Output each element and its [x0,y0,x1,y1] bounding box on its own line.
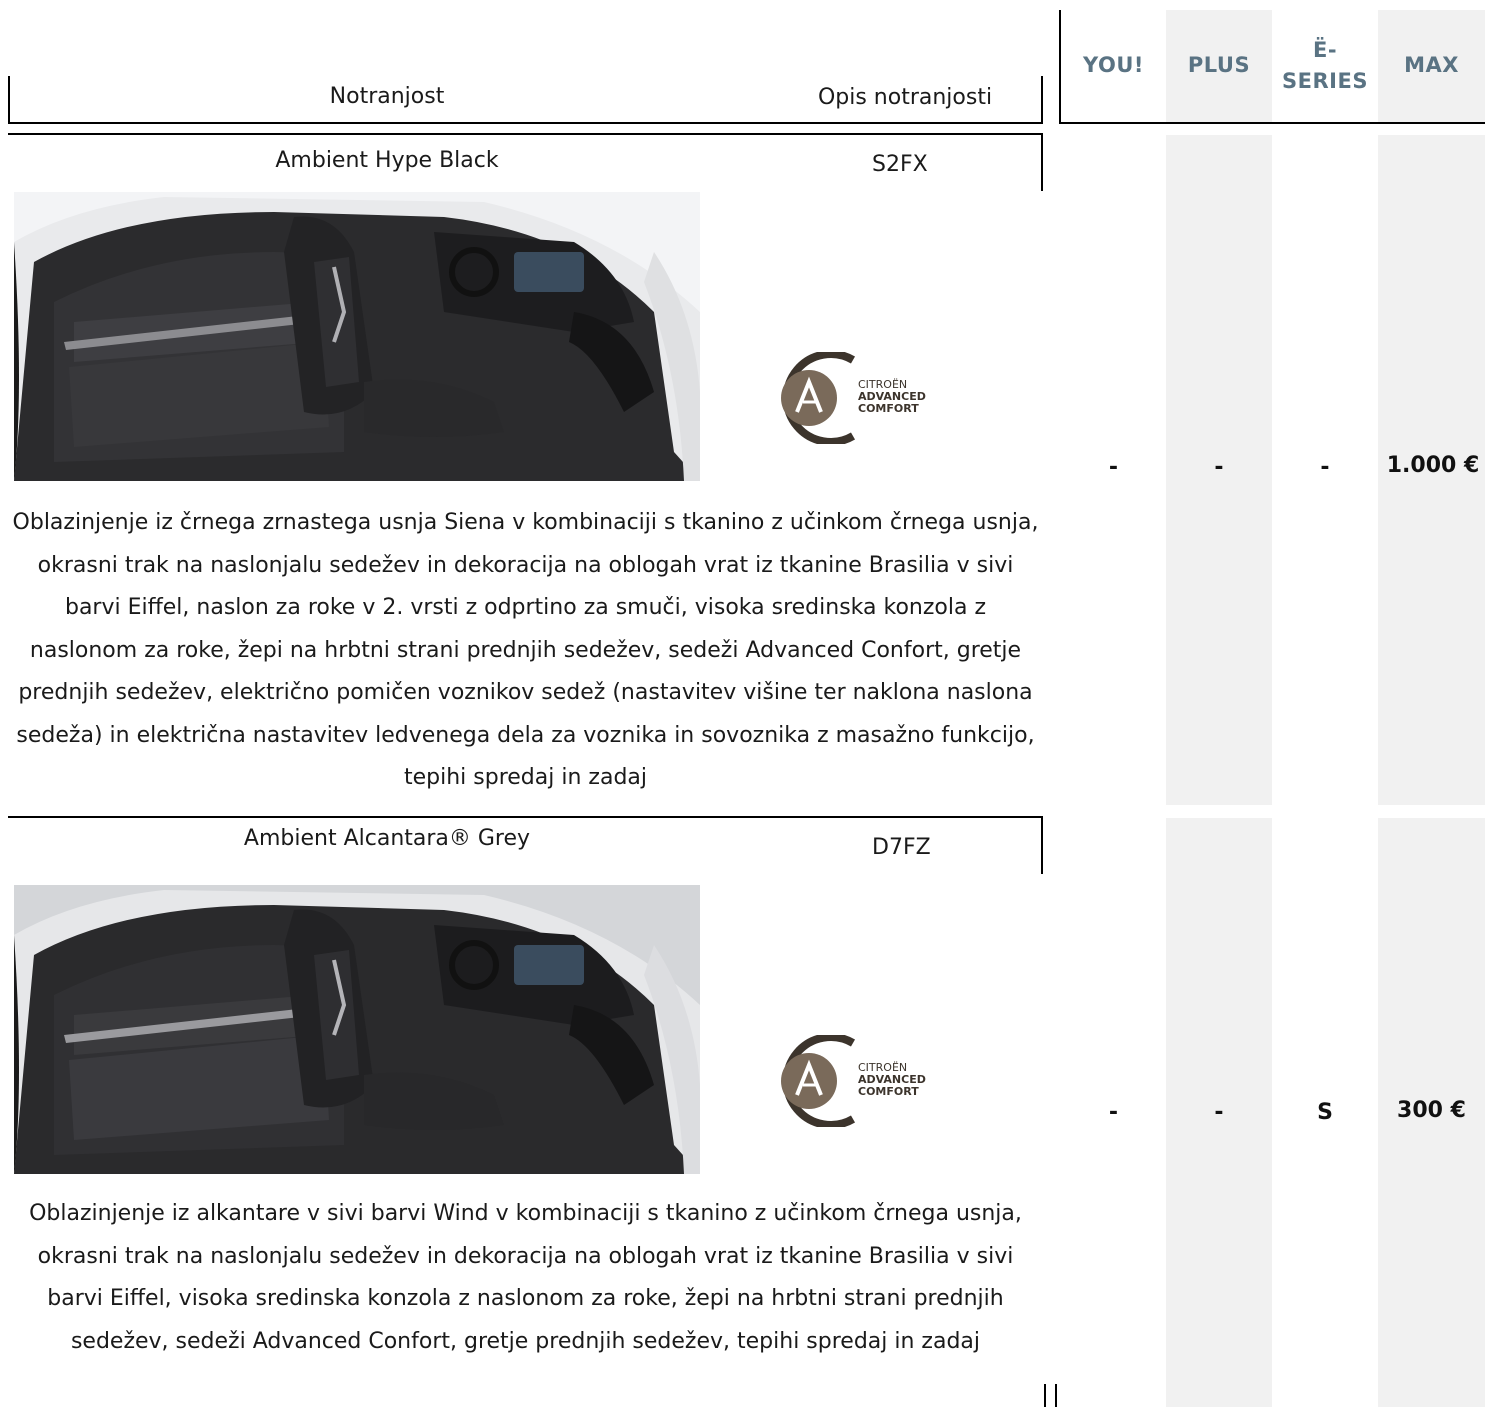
row2-advanced-comfort-logo [765,1035,945,1127]
trim-header-max: MAX [1404,53,1459,78]
row2-code: D7FZ [872,835,931,860]
row1-advanced-comfort-logo [765,352,945,444]
header-right-border [1041,76,1043,124]
row2-interior-photo [14,885,700,1174]
row1-value-plus: - [1214,455,1224,480]
row2-interior-name: Ambient Alcantara® Grey [243,826,531,851]
row2-description: Oblazinjenje iz alkantare v sivi barvi Wind v kombinaciji s tkanino z učinkom črnega usnja, okrasni trak na naslonjalu sedežev in dekoracija na oblogah vrat iz tkanine Brasilia v sivi barvi Eiffel, visoka sredinska konzola z naslonom za roke, žepi na hrbtni strani prednjih sedežev, sedeži Advanced Confort, gretje prednjih sedežev, tepihi spredaj in zadaj [29,1201,1022,1354]
row1-top-border [8,133,1043,135]
row1-logo-line1: ADVANCED [858,390,926,403]
row2-value-plus: - [1214,1100,1224,1125]
row1-logo-brand: CITROËN [858,378,908,391]
row1-right-border [1041,133,1043,191]
row1-description: Oblazinjenje iz črnega zrnastega usnja Siena v kombinaciji s tkanino z učinkom črnega usnja, okrasni trak na naslonjalu sedežev in dekoracija na oblogah vrat iz tkanine Brasilia v sivi barvi Eiffel, naslon za roke v 2. vrsti z odprtino za smuči, visoka sredinska konzola z naslonom za roke, žepi na hrbtni strani prednjih sedežev, sedeži Advanced Confort, gretje prednjih sedežev, električno pomičen voznikov sedež (nastavitev višine ter naklona naslona sedeža) in električna nastavitev ledvenega dela za voznika in sovoznika z masažno funkcijo, tepihi spredaj in zadaj [12,510,1039,790]
trim-header-you: YOU! [1083,53,1144,78]
row1-interior-name: Ambient Hype Black [275,148,499,173]
trim-header-bottom-border [1059,122,1485,124]
header-interior: Notranjost [329,84,445,109]
row1-code: S2FX [872,152,928,177]
row2-logo-line1: ADVANCED [858,1073,926,1086]
header-description: Opis notranjosti [817,85,993,110]
row1-value-e-series: - [1320,455,1330,480]
row2-logo-brand: CITROËN [858,1061,908,1074]
row2-top-border [8,816,1043,818]
row2-value-max: 300 € [1397,1098,1466,1123]
row2-bottom-marker-left [1044,1384,1046,1407]
row2-value-you: - [1108,1100,1119,1125]
row1-value-max: 1.000 € [1386,453,1480,478]
row2-value-e-series: S [1317,1100,1333,1125]
header-left-border [8,76,10,124]
row1-value-you: - [1108,455,1119,480]
row2-logo-line2: COMFORT [858,1085,919,1098]
trim-header-plus: PLUS [1187,53,1251,78]
header-bottom-border [8,122,1043,124]
row2-right-border [1041,816,1043,874]
row2-bottom-marker-right [1055,1384,1057,1407]
row1-logo-line2: COMFORT [858,402,919,415]
row1-interior-photo [14,192,700,481]
trim-header-e-series: Ë- SERIES [1282,37,1368,93]
